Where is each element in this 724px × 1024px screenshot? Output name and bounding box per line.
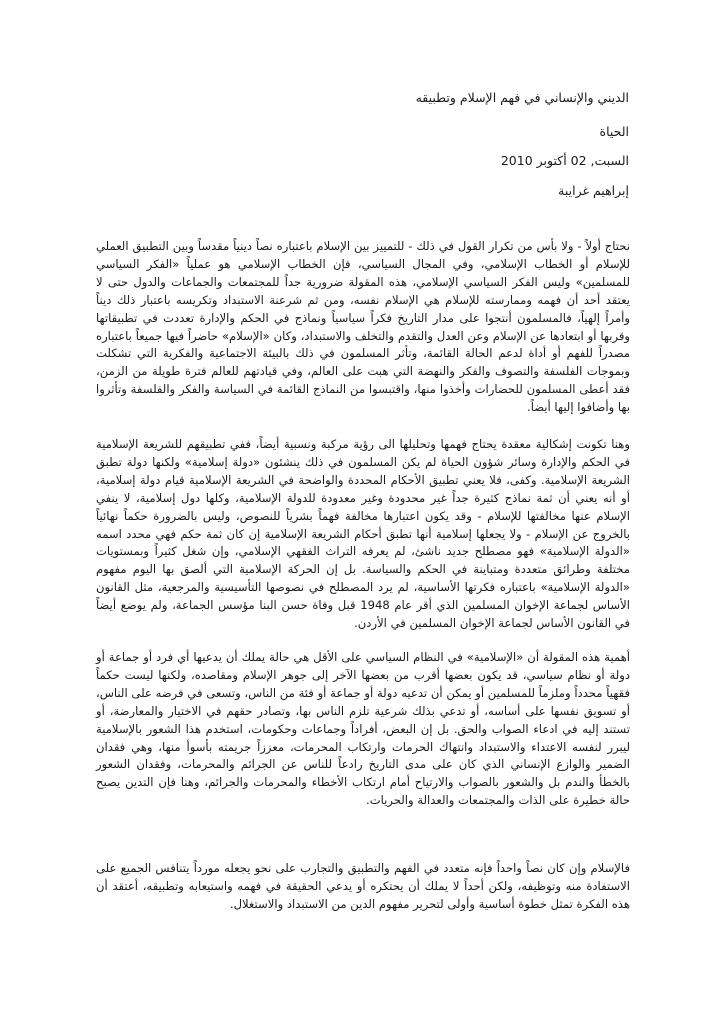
article-title: الديني والإنساني في فهم الإسلام وتطبيقه (415, 90, 629, 105)
paragraph-2: وهنا تكونت إشكالية معقدة يحتاج فهمها وتحليلها الى رؤية مركبة ونسبية أيضاً، ففي تطبيقهم للشريعة الإسلامية في الحكم والإدارة وسائر شؤون الحياة لم يكن المسلمون في ذلك ينشئون «دولة إسلامية» ولكنها دولة تطبق الشريعة الإسلامية. وكفى، فلا يعني تطبيق الأحكام المحددة والواضحة في الشريعة الإسلامية قيام دولة إسلامية، أو أنه يعني أن ثمة نماذج كثيرة جداً غير محدودة وغير معدودة للدولة الإسلامية، وكلها دول إسلامية، لا ينفي الإسلام عنها مخالفتها للإسلام - وقد يكون اعتبارها مخالفة فهماً بشرياً للنصوص، وليس بالضرورة حكماً نهائياً بالخروج عن الإسلام - ولا يجعلها إسلامية أنها تطبق أحكام الشريعة الإسلامية إن كان ثمة حكم فهي محدد اسمه «الدولة الإسلامية» فهو مصطلح جديد ناشئ، لم يعرفه التراث الفقهي الإسلامي، وإن شغل كثيراً وبمستويات مختلفة وطرائق متعددة ومتباينة في الحكم والسياسة. بل إن الحركة الإسلامية التي ألصق بها اليوم مفهوم «الدولة الإسلامية» باعتباره فكرتها الأساسية، لم يرد المصطلح في نصوصها التأسيسية والمرجعية، مثل القانون الأساس لجماعة الإخوان المسلمين الذي أقر عام 1948 قبل وفاة حسن البنا مؤسس الجماعة، ولم يوضع أيضاً في القانون الأساس لجماعة الإخوان المسلمين في الأردن. (96, 437, 630, 631)
paragraph-1: نحتاج أولاً - ولا بأس من تكرار القول في ذلك - للتمييز بين الإسلام باعتباره نصاً دينياً مقدساً وبين التطبيق العملي للإسلام أو الخطاب الإسلامي، وفي المجال السياسي، فإن الخطاب الإسلامي هو عملياً «الفكر السياسي للمسلمين» وليس الفكر السياسي الإسلامي، هذه المقولة ضرورية جداً للمجتمعات والجماعات والدول حتى لا يعتقد أحد أن فهمه وممارسته للإسلام هي الإسلام نفسه، ومن ثم شرعنة الاستبداد وتكريسه باعتبار ذلك ديناً وأمراً إلهياً، فالمسلمون أنتجوا على مدار التاريخ فكراً سياسياً ونماذج في الحكم والإدارة تعددت في تطبيقاتها وقربها أو ابتعادها عن الإسلام وعن العدل والتقدم والتخلف والاستبداد، وكان «الإسلام» حاضراً فيها جميعاً باعتباره مصدراً للفهم أو أداة لدعم الحالة القائمة، وتأثر المسلمون في ذلك بالبيئة الاجتماعية والفكرية التي تشكلت وبموجات الفلسفة والتصوف والفكر والنهضة التي هبت على العالم، وفي قيادتهم للعالم فترة طويلة من الزمن، فقد أعطى المسلمون للحضارات وأخذوا منها، واقتبسوا من النماذج القائمة في السياسة والفكر والفلسفة وتأثروا بها وأضافوا إليها أيضاً. (96, 239, 630, 415)
article-author: إبراهيم غرايبة (558, 183, 629, 198)
paragraph-4: فالإسلام وإن كان نصاً واحداً فإنه متعدد في الفهم والتطبيق والتجارب على نحو يجعله مورداً يتنافس الجميع على الاستفادة منه وتوظيفه، ولكن أحداً لا يملك أن يحتكره أو يدعي الحقيقة في فهمه واستيعابه وتطبيقه، أعتقد أن هذه الفكرة تمثل خطوة أساسية وأولى لتحرير مفهوم الدين من الاستبداد والاستغلال. (96, 861, 630, 911)
article-source: الحياة (599, 124, 629, 139)
article-date: السبت, 02 أكتوبر 2010 (500, 153, 629, 168)
paragraph-3: أهمية هذه المقولة أن «الإسلامية» في النظام السياسي على الأقل هي حالة يملك أن يدعيها أي فرد أو جماعة أو دولة أو نظام سياسي، قد يكون بعضها أقرب من بعضها الآخر إلى جوهر الإسلام ومقاصده، ولكنها ليست حكماً فقهياً محدداً وملزماً للمسلمين أو يمكن أن تدعيه دولة أو جماعة أو فئة من الناس، وتسعى في فرضه على الناس، أو تسويق نفسها على أساسه، أو تدعي بذلك شرعية تلزم الناس بها، وتصادر حقهم في الاختيار والمعارضة، أو تستند إليه في ادعاء الصواب والحق. بل إن البعض، أفراداً وجماعات وحكومات، استخدم هذا الشعور بالإسلامية ليبرر لنفسه الاعتداء والاستبداد وانتهاك الحرمات وارتكاب المحرمات، معززاً جريمته بأسوأ منها، وهي فقدان الضمير والوازع الإنساني الذي كان على مدى التاريخ رادعاً للناس عن الجرائم والمحرمات، وفقدان الشعور بالخطأ والندم بل والشعور بالصواب والارتياح أمام ارتكاب الأخطاء والمحرمات والجرائم، وهنا فإن التدين يصبح حالة خطيرة على الذات والمجتمعات والعدالة والحريات. (96, 650, 630, 808)
